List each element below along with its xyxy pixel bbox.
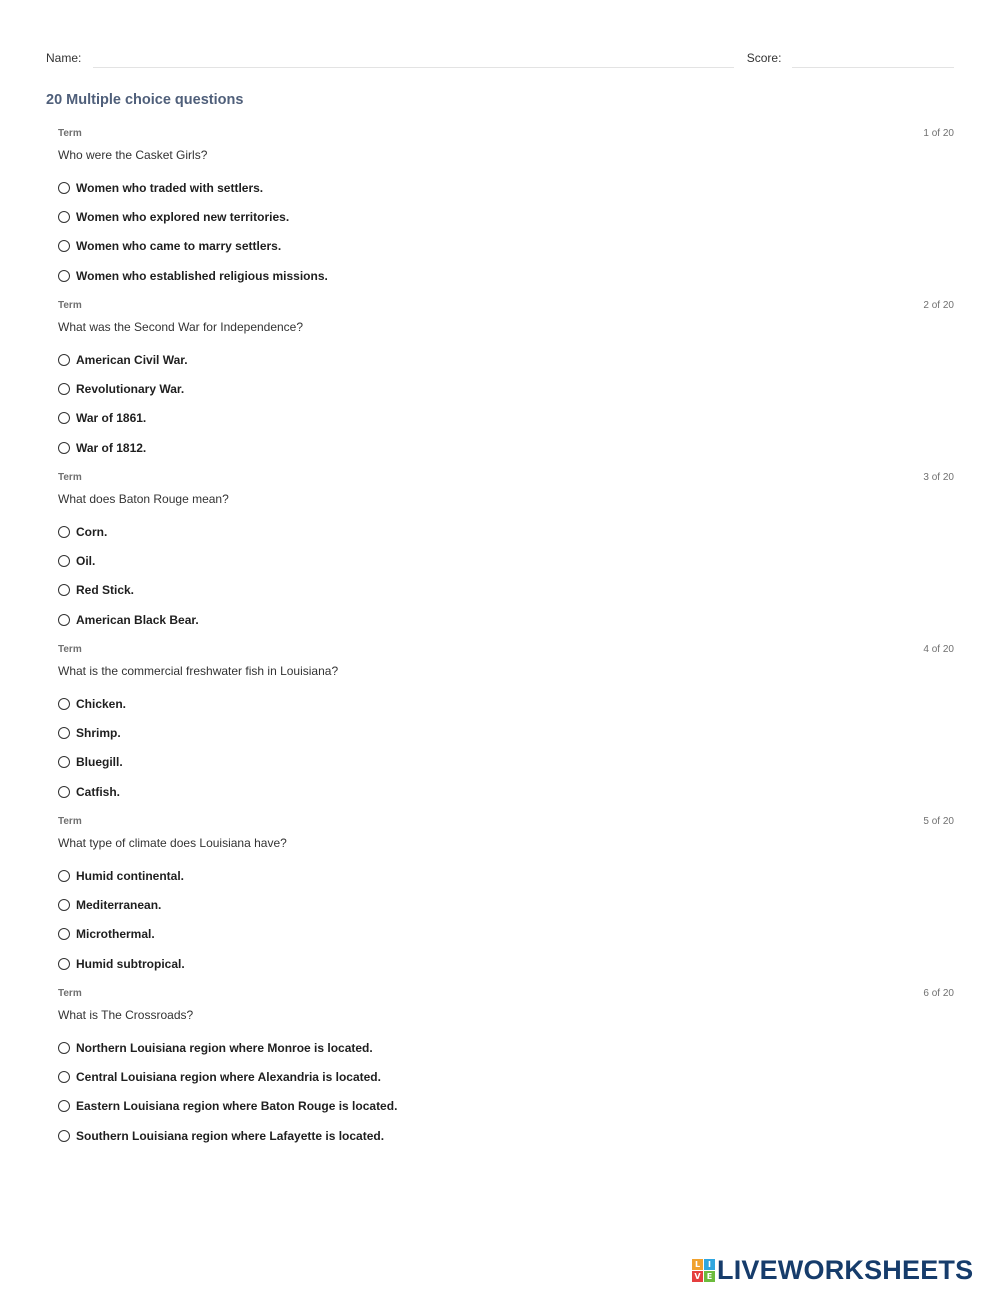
answer-option-label: Central Louisiana region where Alexandria is located.	[76, 1070, 381, 1085]
answer-option[interactable]	[58, 777, 954, 806]
answer-option[interactable]	[58, 546, 954, 575]
radio-button-icon[interactable]	[58, 756, 70, 768]
answer-option[interactable]	[58, 374, 954, 403]
question-3	[58, 472, 954, 644]
answer-option[interactable]	[58, 1033, 954, 1062]
question-text: What is the commercial freshwater fish in Louisiana?	[58, 664, 339, 678]
answer-option-label: American Black Bear.	[76, 612, 199, 627]
question-header	[58, 988, 954, 1002]
answer-option-label: Microthermal.	[76, 927, 155, 942]
answer-option[interactable]	[58, 605, 954, 634]
radio-button-icon[interactable]	[58, 526, 70, 538]
logo-mark-tile: L	[692, 1259, 703, 1270]
answer-option[interactable]	[58, 261, 954, 290]
answer-option-label: Corn.	[76, 524, 108, 539]
answer-option-label: Humid subtropical.	[76, 956, 185, 971]
answer-option[interactable]	[58, 404, 954, 433]
answer-option[interactable]	[58, 861, 954, 890]
answer-option[interactable]	[58, 345, 954, 374]
answer-option[interactable]	[58, 718, 954, 747]
worksheet-header	[46, 48, 954, 68]
question-6	[58, 988, 954, 1160]
radio-button-icon[interactable]	[58, 786, 70, 798]
question-1	[58, 128, 954, 300]
question-header	[58, 816, 954, 830]
answer-option-label: Women who traded with settlers.	[76, 180, 264, 195]
radio-button-icon[interactable]	[58, 1071, 70, 1083]
term-label: Term	[58, 128, 82, 139]
answer-options	[58, 345, 954, 463]
question-header	[58, 644, 954, 658]
answer-option-label: Red Stick.	[76, 583, 135, 598]
answer-option-label: Chicken.	[76, 696, 127, 711]
radio-button-icon[interactable]	[58, 555, 70, 567]
question-text: Who were the Casket Girls?	[58, 148, 208, 162]
question-list	[58, 128, 954, 1160]
answer-option[interactable]	[58, 1121, 954, 1150]
radio-button-icon[interactable]	[58, 354, 70, 366]
radio-button-icon[interactable]	[58, 614, 70, 626]
answer-option-label: American Civil War.	[76, 352, 188, 367]
radio-button-icon[interactable]	[58, 1042, 70, 1054]
answer-option[interactable]	[58, 689, 954, 718]
logo-mark-icon	[692, 1259, 715, 1282]
answer-option[interactable]	[58, 949, 954, 978]
answer-option[interactable]	[58, 890, 954, 919]
question-counter: 4 of 20	[923, 644, 954, 655]
name-label: Name:	[46, 51, 82, 65]
answer-option[interactable]	[58, 1062, 954, 1091]
radio-button-icon[interactable]	[58, 698, 70, 710]
answer-options	[58, 689, 954, 807]
answer-option[interactable]	[58, 517, 954, 546]
answer-option[interactable]	[58, 202, 954, 231]
answer-option[interactable]	[58, 748, 954, 777]
logo-mark-tile: V	[692, 1271, 703, 1282]
answer-option-label: Shrimp.	[76, 726, 121, 741]
radio-button-icon[interactable]	[58, 928, 70, 940]
term-label: Term	[58, 988, 82, 999]
answer-option-label: Bluegill.	[76, 755, 123, 770]
question-header	[58, 472, 954, 486]
radio-button-icon[interactable]	[58, 870, 70, 882]
question-text: What is The Crossroads?	[58, 1008, 194, 1022]
section-title: 20 Multiple choice questions	[46, 92, 244, 108]
term-label: Term	[58, 472, 82, 483]
radio-button-icon[interactable]	[58, 727, 70, 739]
radio-button-icon[interactable]	[58, 270, 70, 282]
radio-button-icon[interactable]	[58, 383, 70, 395]
answer-options	[58, 173, 954, 291]
radio-button-icon[interactable]	[58, 1100, 70, 1112]
answer-options	[58, 1033, 954, 1151]
logo-mark-tile: I	[704, 1259, 715, 1270]
score-label: Score:	[746, 51, 782, 65]
answer-option[interactable]	[58, 1092, 954, 1121]
question-header	[58, 128, 954, 142]
answer-option-label: Women who established religious missions.	[76, 268, 328, 283]
answer-option-label: Southern Louisiana region where Lafayette is located.	[76, 1128, 385, 1143]
answer-option-label: Catfish.	[76, 784, 121, 799]
answer-option-label: Eastern Louisiana region where Baton Rouge is located.	[76, 1099, 398, 1114]
answer-option-label: Northern Louisiana region where Monroe is located.	[76, 1040, 373, 1055]
question-counter: 3 of 20	[923, 472, 954, 483]
score-input-line[interactable]	[792, 50, 954, 68]
logo-text: LIVEWORKSHEETS	[717, 1255, 974, 1285]
answer-option[interactable]	[58, 576, 954, 605]
answer-option-label: War of 1861.	[76, 411, 147, 426]
question-counter: 1 of 20	[923, 128, 954, 139]
radio-button-icon[interactable]	[58, 1130, 70, 1142]
radio-button-icon[interactable]	[58, 182, 70, 194]
question-text: What does Baton Rouge mean?	[58, 492, 229, 506]
answer-option[interactable]	[58, 920, 954, 949]
answer-option[interactable]	[58, 232, 954, 261]
radio-button-icon[interactable]	[58, 958, 70, 970]
answer-options	[58, 861, 954, 979]
answer-option-label: Revolutionary War.	[76, 382, 185, 397]
question-counter: 2 of 20	[923, 300, 954, 311]
radio-button-icon[interactable]	[58, 412, 70, 424]
radio-button-icon[interactable]	[58, 584, 70, 596]
radio-button-icon[interactable]	[58, 211, 70, 223]
radio-button-icon[interactable]	[58, 899, 70, 911]
name-input-line[interactable]	[93, 50, 733, 68]
answer-option-label: Women who came to marry settlers.	[76, 239, 282, 254]
logo-mark-tile: E	[704, 1271, 715, 1282]
term-label: Term	[58, 644, 82, 655]
question-5	[58, 816, 954, 988]
liveworksheets-logo	[692, 1257, 973, 1283]
answer-option[interactable]	[58, 433, 954, 462]
answer-options	[58, 517, 954, 635]
answer-option-label: Women who explored new territories.	[76, 210, 290, 225]
question-header	[58, 300, 954, 314]
answer-option-label: Mediterranean.	[76, 898, 162, 913]
question-2	[58, 300, 954, 472]
answer-option-label: War of 1812.	[76, 440, 147, 455]
answer-option-label: Humid continental.	[76, 868, 184, 883]
question-counter: 5 of 20	[923, 816, 954, 827]
term-label: Term	[58, 300, 82, 311]
question-counter: 6 of 20	[923, 988, 954, 999]
term-label: Term	[58, 816, 82, 827]
radio-button-icon[interactable]	[58, 240, 70, 252]
radio-button-icon[interactable]	[58, 442, 70, 454]
answer-option[interactable]	[58, 173, 954, 202]
question-text: What was the Second War for Independence?	[58, 320, 304, 334]
question-text: What type of climate does Louisiana have?	[58, 836, 287, 850]
answer-option-label: Oil.	[76, 554, 96, 569]
question-4	[58, 644, 954, 816]
